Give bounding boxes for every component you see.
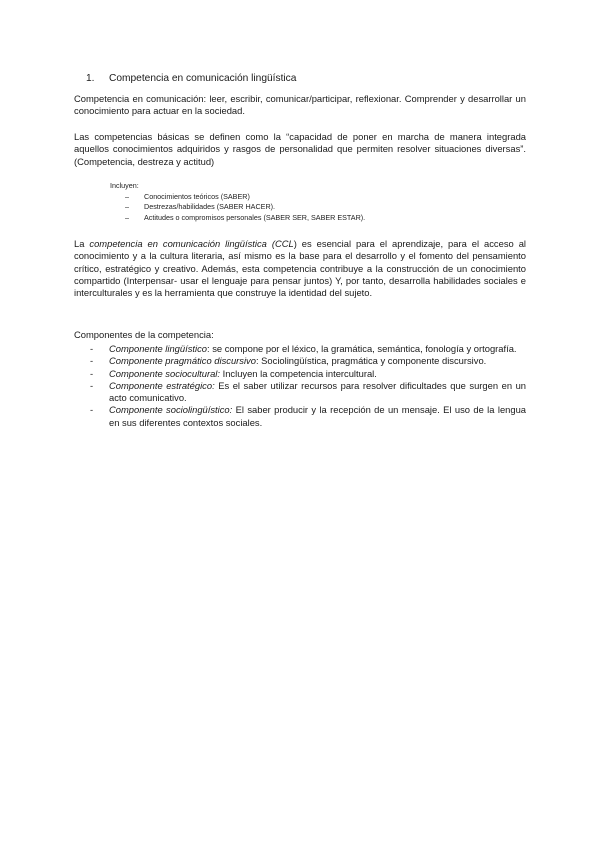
includes-label: Incluyen: [110, 181, 139, 190]
paragraph-definition: Competencia en comunicación: leer, escribir, comunicar/participar, reflexionar. Comprender y desarrollar un conocimiento para actuar en la sociedad. [74, 93, 526, 117]
paragraph-ccl: La competencia en comunicación lingüística (CCL) es esencial para el aprendizaje, para el acceso al conocimiento y a la cultura literaria, así mismo es la base para el desarrollo y el fomento del pensamiento crítico, estratégico y creativo. Además, esta competencia contribuye a la construcción de un conocimiento compartido (Interpensar- usar el lenguaje para pensar juntos) Y, por tanto, desarrolla habilidades sociales e interculturales y es la herramienta que construye la identidad del sujeto. [74, 238, 526, 299]
list-item: – Actitudes o compromisos personales (SABER SER, SABER ESTAR). [125, 212, 366, 222]
dash-bullet-icon: - [90, 379, 94, 391]
component-term: Componente sociolingüístico: [109, 404, 233, 416]
includes-block [110, 181, 365, 223]
list-item: - Componente estratégico: Es el saber utilizar recursos para resolver dificultades que surgen en un acto comunicativo. [90, 379, 526, 404]
list-item: – Destrezas/habilidades (SABER HACER). [125, 202, 276, 212]
list-item: - Componente sociolingüístico: El saber producir y la recepción de un mensaje. El uso de la lengua en sus diferentes contextos sociales. [90, 404, 527, 428]
dash-bullet-icon: – [125, 212, 129, 222]
dash-bullet-icon: - [90, 343, 94, 354]
dash-bullet-icon: - [90, 404, 94, 416]
list-item: – Conocimientos teóricos (SABER) [125, 191, 250, 201]
dash-bullet-icon: - [90, 367, 94, 379]
component-term: Componente estratégico: [109, 379, 215, 391]
dash-bullet-icon: – [125, 191, 129, 201]
list-item: - Componente lingüístico: se compone por el léxico, la gramática, semántica, fonología y ortografía. [90, 343, 517, 354]
components-title: Componentes de la competencia: [74, 329, 214, 340]
component-term: Componente pragmático discursivo [109, 355, 256, 367]
component-term: Componente lingüístico [109, 343, 207, 354]
list-item: - Componente sociocultural: Incluyen la competencia intercultural. [90, 367, 377, 379]
components-list [74, 343, 526, 429]
dash-bullet-icon: – [125, 202, 129, 212]
paragraph-basic-competences: Las competencias básicas se definen como la “capacidad de poner en marcha de manera integrada aquellos conocimientos adquiridos y rasgos de personalidad que permiten resolver situaciones diversas”. (Competencia, destreza y actitud) [74, 131, 526, 167]
ccl-term: competencia en comunicación lingüística (CCL [89, 238, 294, 249]
section-title: Competencia en comunicación lingüística [109, 73, 297, 84]
dash-bullet-icon: - [90, 355, 94, 367]
list-item: - Componente pragmático discursivo: Sociolingüística, pragmática y componente discursivo. [90, 355, 487, 367]
includes-list [110, 192, 365, 224]
section-number: 1. [86, 73, 95, 84]
section-heading [86, 72, 296, 85]
component-term: Componente sociocultural: [109, 367, 220, 379]
